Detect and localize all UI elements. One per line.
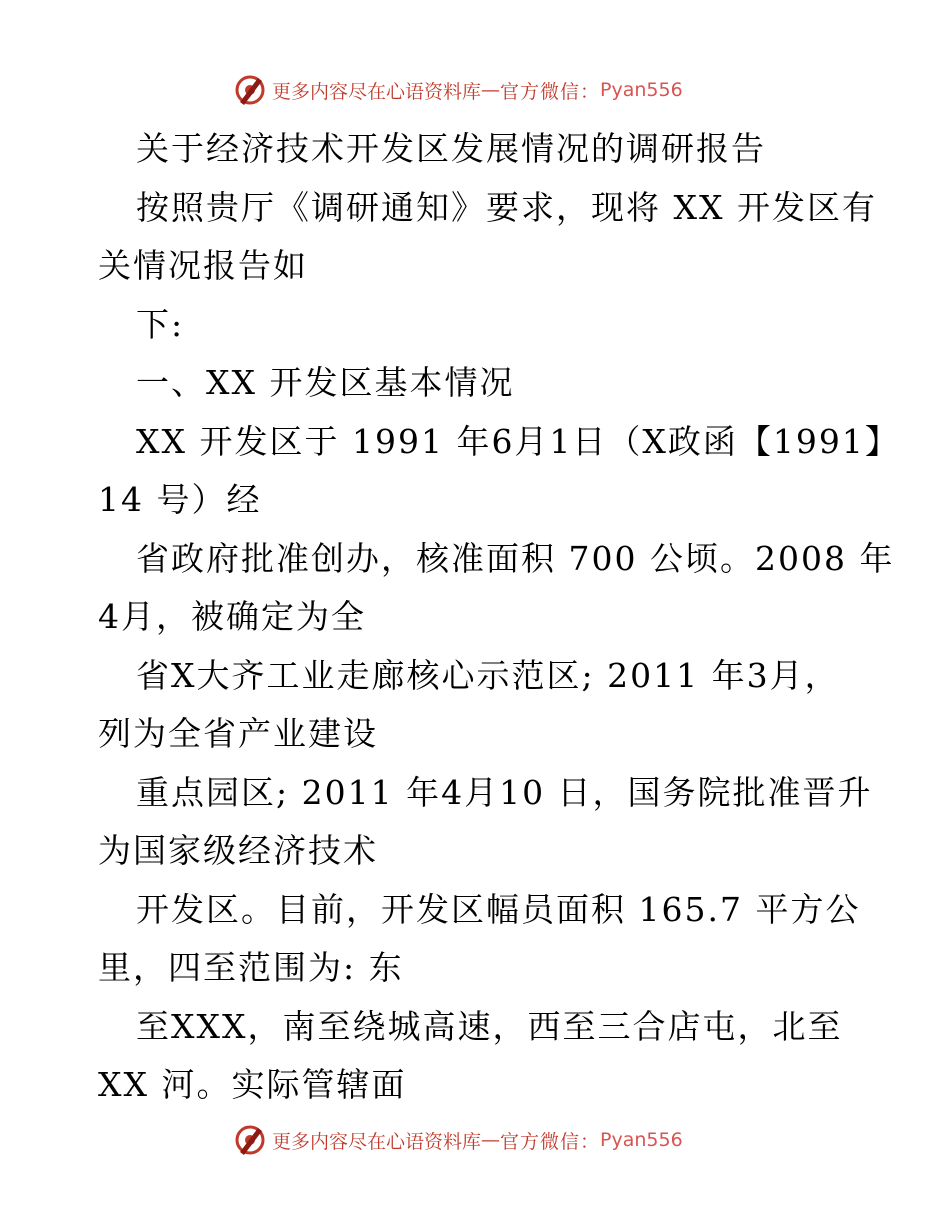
header-banner[interactable] xyxy=(232,72,683,108)
body-line: 省X大齐工业走廊核心示范区; 2011 年3月， xyxy=(136,655,840,695)
document-title: 关于经济技术开发区发展情况的调研报告 xyxy=(136,129,766,168)
section-heading: 一、XX 开发区基本情况 xyxy=(136,363,515,402)
body-line: 至XXX，南至绕城高速，西至三合店屯，北至 xyxy=(136,1006,843,1046)
banner-account: Pyan556 xyxy=(600,79,683,101)
body-line: 省政府批准创办，核准面积 700 公顷。2008 年 xyxy=(136,538,895,578)
pen-logo-icon xyxy=(232,1122,268,1158)
body-line: XX 开发区于 1991 年6月1日（X政函【1991】 xyxy=(136,421,900,461)
body-line: 重点园区; 2011 年4月10 日，国务院批准晋升 xyxy=(136,772,873,812)
banner-wechat-label: 官方微信： xyxy=(500,1130,601,1153)
body-line: 4月，被确定为全 xyxy=(98,597,366,636)
body-line: 下: xyxy=(136,304,185,344)
body-line: 里，四至范围为: 东 xyxy=(98,948,404,987)
banner-text: 更多内容尽在心语资料库 xyxy=(272,80,482,103)
banner-wechat-label: 官方微信： xyxy=(500,80,601,103)
banner-text: 更多内容尽在心语资料库 xyxy=(272,1130,482,1153)
footer-banner[interactable] xyxy=(232,1122,683,1158)
body-line: 按照贵厅《调研通知》要求，现将 XX 开发区有 xyxy=(136,187,877,227)
document-body xyxy=(98,120,900,1115)
body-line: 为国家级经济技术 xyxy=(98,831,378,870)
pen-logo-icon xyxy=(232,72,268,108)
body-line: 列为全省产业建设 xyxy=(98,714,378,753)
body-line: 关情况报告如 xyxy=(98,246,308,285)
body-line: 14 号）经 xyxy=(98,480,262,519)
banner-dash: — xyxy=(481,1129,501,1151)
banner-account: Pyan556 xyxy=(600,1129,683,1151)
body-line: XX 河。实际管辖面 xyxy=(98,1065,407,1104)
body-line: 开发区。目前，开发区幅员面积 165.7 平方公 xyxy=(136,889,861,929)
banner-dash: — xyxy=(481,79,501,101)
